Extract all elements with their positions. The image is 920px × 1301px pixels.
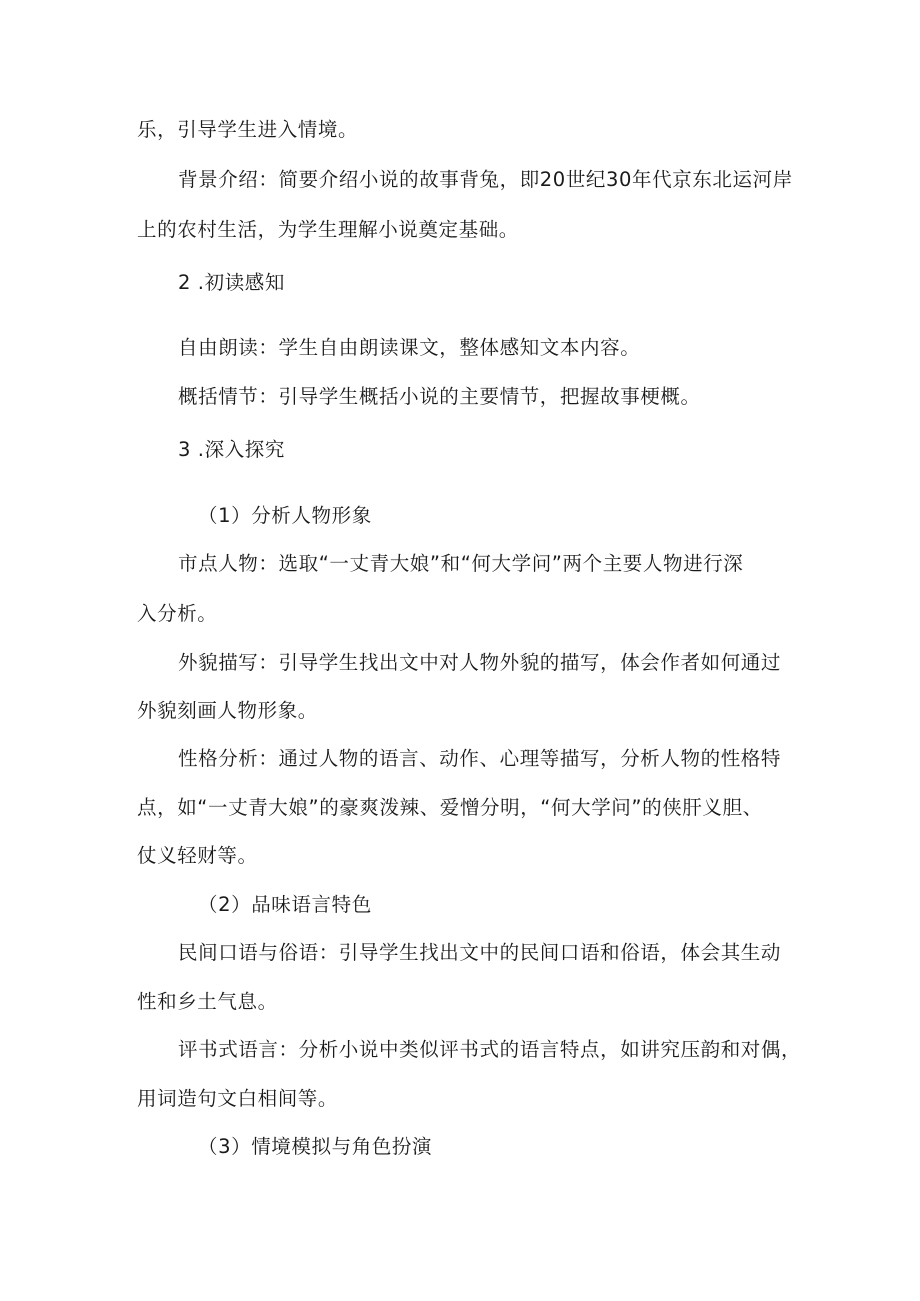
subsection-heading: （3）情境模拟与角色扮演	[198, 1135, 433, 1158]
paragraph-line: 性格分析：通过人物的语言、动作、心理等描写，分析人物的性格特	[178, 747, 782, 770]
paragraph-line: 背景介绍：简要介绍小说的故事背兔，即20世纪30年代京东北运河岸	[178, 168, 793, 191]
section-heading: 3 .深入探究	[178, 438, 286, 461]
paragraph-line: 仗义轻财等。	[137, 844, 258, 867]
paragraph-line: 入分析。	[137, 602, 218, 625]
paragraph-line: 外貌描写：引导学生找出文中对人物外貌的描写，体会作者如何通过	[178, 651, 782, 674]
paragraph-line: 民间口语与俗语：引导学生找出文中的民间口语和俗语，体会其生动	[178, 941, 782, 964]
paragraph-line: 性和乡土气息。	[137, 990, 278, 1013]
section-heading: 2 .初读感知	[178, 271, 286, 294]
paragraph-line: 点，如“一丈青大娘”的豪爽泼辣、爱憎分明，“何大学问”的侠肝义胆、	[137, 796, 763, 819]
paragraph-line: 用词造句文白相间等。	[137, 1087, 339, 1110]
paragraph-line: 外貌刻画人物形象。	[137, 699, 318, 722]
paragraph-line: 自由朗读：学生自由朗读课文，整体感知文本内容。	[178, 336, 641, 359]
paragraph-line: 市点人物：选取“一丈青大娘”和“何大学问”两个主要人物进行深	[178, 552, 744, 575]
paragraph-line: 评书式语言：分析小说中类似评书式的语言特点，如讲究压韵和对偶，	[178, 1038, 802, 1061]
subsection-heading: （2）品味语言特色	[198, 893, 372, 916]
paragraph-line: 上的农村生活，为学生理解小说奠定基础。	[137, 218, 519, 241]
paragraph-line: 乐，引导学生进入情境。	[137, 118, 359, 141]
subsection-heading: （1）分析人物形象	[198, 504, 372, 527]
paragraph-line: 概括情节：引导学生概括小说的主要情节，把握故事梗概。	[178, 385, 701, 408]
